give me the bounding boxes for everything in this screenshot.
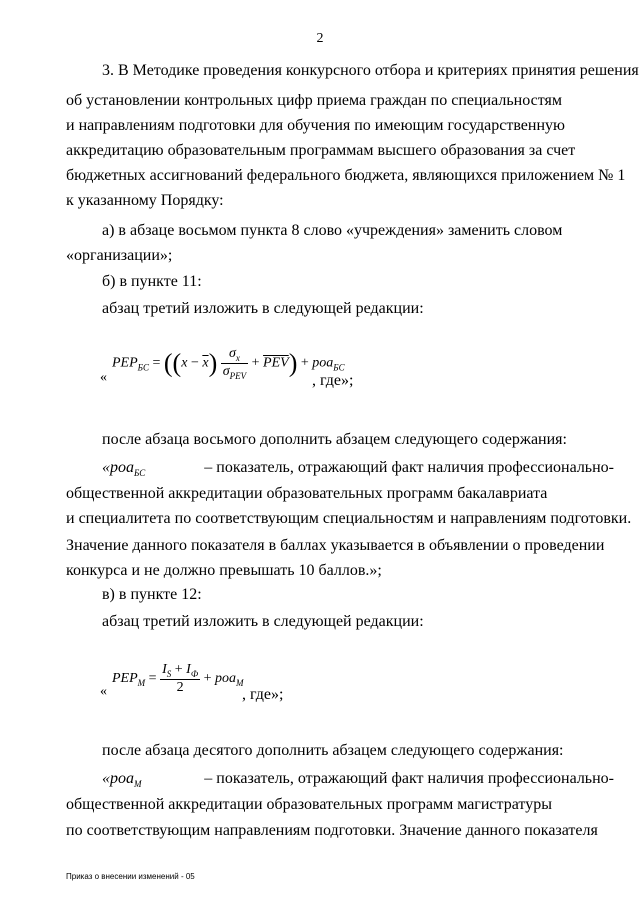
document-page: 2 3. В Методике проведения конкурсного отбора и критериях принятия решения об установлении контрольных цифр приема граждан по специальностям и направлениям подготовки для обучения по имеющим государственную аккредитацию образовательным программам высшего образования за счет бюджетных ассигнований федерального бюджета, являющихся приложением № 1 к указанному Порядку: а) в абзаце восьмом пункта 8 слово «учреждения» заменить словом «организации»; б) в пункте 11: абзац третий изложить в следующей редакции: « $PEP_{БС} = ((x - \overline{x})$ $\frac{\sigma_x}{\sigma_{PEV}}$ + $\overline{PEV}) + роа_{БС}$ , где»; после абзаца восьмого дополнить абзацем следующего содержания: «роа$_{БС}$ – показатель, отражающий факт наличия профессионально- общественной аккредитации образовательных программ бакалавриата и специалитета по соответствующим специальностям и направлениям подготовки. Значение данного показателя в баллах указывается в объявлении о проведении конкурса и не должно превышать 10 баллов.»; в) в пункте 12: абзац третий изложить в следующей редакции: « $PEP_М$ = $\frac{I_S + I_Ф}{2}$ + роа$_М$ , где»; после абзаца десятого дополнить абзацем следующего содержания: «роа$_М$ – показатель, отражающий факт наличия профессионально- общественной аккредитации образовательных программ магистратуры по соответствующим направлениям подготовки. Значение данного показателя Приказ о внесении изменений - 05	[0, 0, 640, 905]
roa-m-line-1-text: – показатель, отражающий факт наличия профессионально-	[204, 770, 614, 787]
item-v-abzac: абзац третий изложить в следующей редакции:	[102, 613, 424, 630]
para3-line-4: аккредитацию образовательным программам высшего образования за счет	[66, 142, 576, 159]
roa-bs-line-1-text: – показатель, отражающий факт наличия профессионально-	[204, 459, 614, 476]
formula1-lhs: PEP	[112, 355, 138, 371]
item-a-line-1: а) в абзаце восьмом пункта 8 слово «учреждения» заменить словом	[102, 222, 563, 239]
roa-bs-line-3: и специалитета по соответствующим специальностям и направлениям подготовки.	[66, 510, 632, 527]
roa-bs-line-1: «роа$_{БС}$ – показатель, отражающий факт наличия профессионально-	[102, 458, 614, 483]
formula2-lhs: PEP	[112, 671, 138, 687]
formula1-lhs-sub: БС	[137, 362, 149, 373]
formula2-open-quote: «	[100, 684, 107, 699]
roa-bs-line-2: общественной аккредитации образовательных программ бакалавриата	[66, 485, 548, 502]
para3-line-2	[66, 91, 614, 111]
after-eighth-paragraph: после абзаца восьмого дополнить абзацем следующего содержания:	[102, 431, 567, 448]
item-b-abzac: абзац третий изложить в следующей редакции:	[102, 300, 424, 317]
formula1-x: x	[181, 355, 188, 371]
formula2-roa: роа	[214, 671, 236, 687]
formula2-tail: , где»;	[242, 686, 284, 703]
roa-bs-line-5: конкурса и не должно превышать 10 баллов.»;	[66, 562, 382, 579]
formula1-open-quote: «	[100, 370, 107, 385]
formula1-xbar: $\overline{x}$	[202, 355, 209, 371]
para3-line-3: и направлениям подготовки для обучения по имеющим государственную	[66, 117, 565, 134]
formula1-tail: , где»;	[312, 372, 354, 389]
formula2-fraction: $\frac{I_S + I_Ф}{2}$	[162, 662, 199, 695]
after-tenth-paragraph: после абзаца десятого дополнить абзацем следующего содержания:	[102, 742, 564, 759]
footer-note: Приказ о внесении изменений - 05	[66, 872, 195, 881]
item-b: б) в пункте 11:	[102, 273, 202, 290]
page-number: 2	[316, 31, 324, 46]
roa-m-term: «роа	[102, 770, 134, 787]
para3-line-2-text: об установлении контрольных цифр приема граждан по специальностям	[66, 92, 562, 109]
formula1-sigma-fraction: $\frac{\sigma_x}{\sigma_{PEV}}$	[222, 346, 247, 381]
para3-line-1: 3. В Методике проведения конкурсного отбора и критериях принятия решения	[102, 62, 639, 79]
para3-line-5: бюджетных ассигнований федерального бюджета, являющихся приложением № 1	[66, 167, 626, 184]
roa-m-line-2: общественной аккредитации образовательных программ магистратуры	[66, 796, 552, 813]
formula1-roa: роа	[312, 355, 334, 371]
roa-bs-term: «роа	[102, 459, 134, 476]
item-v: в) в пункте 12:	[102, 586, 202, 603]
roa-m-line-3: по соответствующим направлениям подготовки. Значение данного показателя	[66, 822, 598, 839]
roa-m-line-1: «роа$_М$ – показатель, отражающий факт наличия профессионально-	[102, 769, 614, 794]
item-a-line-2: «организации»;	[66, 247, 173, 264]
formula1-pev-bar: $\overline{PEV}$	[263, 355, 289, 371]
roa-bs-line-4: Значение данного показателя в баллах указывается в объявлении о проведении	[66, 537, 605, 554]
para3-line-6: к указанному Порядку:	[66, 192, 224, 209]
